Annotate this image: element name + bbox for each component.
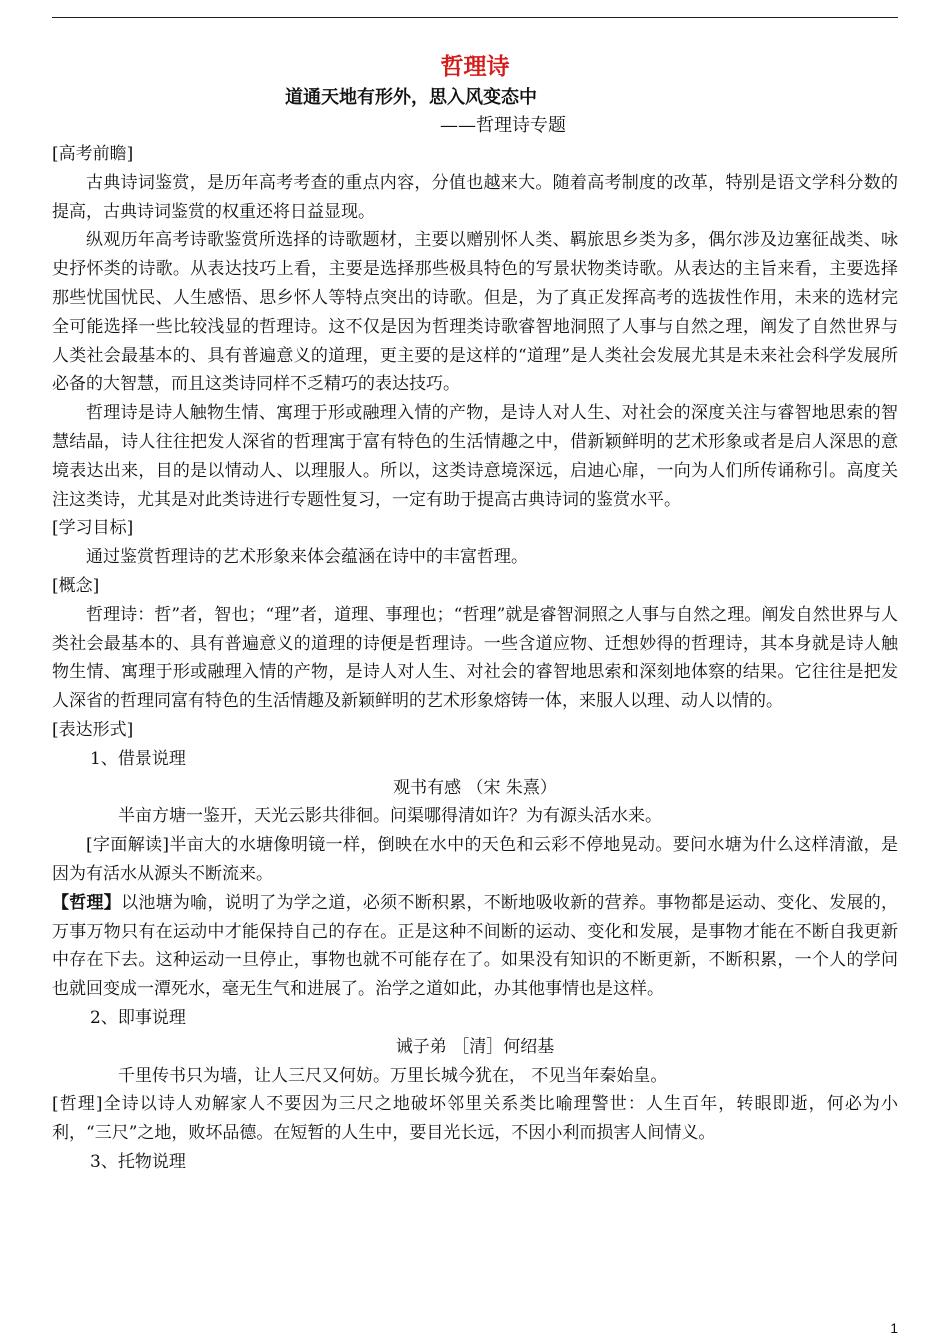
philosophy-label: 【哲理】 bbox=[52, 892, 122, 913]
poem-gloss: [字面解读]半亩大的水塘像明镜一样，倒映在水中的天色和云彩不停地晃动。要问水塘为什么这样清澈，是因为有活水从源头不断流来。 bbox=[52, 835, 898, 884]
paragraph: 纵观历年高考诗歌鉴赏所选择的诗歌题材，主要以赠别怀人类、羁旅思乡类为多，偶尔涉及边塞征战类、咏史抒怀类的诗歌。从表达技巧上看，主要是选择那些极具特色的写景状物类诗歌。从表达的主旨来看，主要选择那些忧国忧民、人生感悟、思乡怀人等特点突出的诗歌。但是，为了真正发挥高考的选拔性作用，未来的选材完全可能选择一些比较浅显的哲理诗。这不仅是因为哲理类诗歌睿智地洞照了人事与自然之理，阐发了自然世界与人类社会最基本的、具有普遍意义的道理，更主要的是这样的“道理”是人类社会发展尤其是未来社会科学发展所必备的大智慧，而且这类诗同样不乏精巧的表达技巧。 bbox=[52, 230, 898, 395]
section-heading-forms: [表达形式] bbox=[52, 719, 134, 740]
page-byline: ——哲理诗专题 bbox=[440, 115, 566, 136]
philosophy-text: 以池塘为喻，说明了为学之道，必须不断积累，不断地吸收新的营养。事物都是运动、变化、发展的，万事万物只有在运动中才能保持自己的存在。正是这种不间断的运动、变化和发展，是事物才能在不断自我更新中存在下去。这种运动一旦停止，事物也就不可能存在了。如果没有知识的不断更新，不断积累，一个人的学问也就回变成一潭死水，毫无生气和进展了。治学之道如此，办其他事情也是这样。 bbox=[52, 892, 899, 1000]
document-body bbox=[52, 50, 898, 1177]
page-number: 1 bbox=[890, 1320, 898, 1336]
paragraph: 古典诗词鉴赏，是历年高考考查的重点内容，分值也越来大。随着高考制度的改革，特别是语文学科分数的提高，古典诗词鉴赏的权重还将日益显现。 bbox=[52, 172, 898, 222]
paragraph: 哲理诗是诗人触物生情、寓理于形或融理入情的产物，是诗人对人生、对社会的深度关注与睿智地思索的智慧结晶，诗人往往把发人深省的哲理寓于富有特色的生活情趣之中，借新颖鲜明的艺术形象或者是启人深思的意境表达出来，目的是以情动人、以理服人。所以，这类诗意境深远，启迪心扉，一向为人们所传诵称引。高度关注这类诗，尤其是对此类诗进行专题性复习，一定有助于提高古典诗词的鉴赏水平。 bbox=[52, 403, 898, 510]
section-heading-gaokao: [高考前瞻] bbox=[52, 144, 134, 164]
form-item-1: 1、借景说理 bbox=[90, 748, 186, 769]
poem-philosophy: [哲理]全诗以诗人劝解家人不要因为三尺之地破坏邻里关系类比喻理警世：人生百年，转眼即逝，何必为小利，“三尺”之地，败坏品德。在短暂的人生中，要目光长远，不因小利而损害人间情义。 bbox=[52, 1094, 898, 1144]
page-subtitle: 道通天地有形外，思入风变态中 bbox=[285, 87, 537, 108]
poem-text: 千里传书只为墙，让人三尺又何妨。万里长城今犹在， 不见当年秦始皇。 bbox=[118, 1065, 668, 1086]
paragraph: 哲理诗：哲”者，智也；“理”者，道理、事理也；“哲理”就是睿智洞照之人事与自然之理。阐发自然世界与人类社会最基本的、具有普遍意义的道理的诗便是哲理诗。一些含道应物、迁想妙得的哲理诗，其本身就是诗人触物生情、寓理于形或融理入情的产物，是诗人对人生、对社会的睿智地思索和深刻地体察的结果。它往往是把发人深省的哲理同富有特色的生活情趣及新颖鲜明的艺术形象熔铸一体，来服人以理、动人以情的。 bbox=[52, 604, 898, 712]
page-title: 哲理诗 bbox=[440, 53, 510, 80]
poem-title: 诫子弟 ［清］何绍基 bbox=[395, 1036, 555, 1057]
paragraph: 通过鉴赏哲理诗的艺术形象来体会蕴涵在诗中的丰富哲理。 bbox=[86, 547, 528, 568]
section-heading-goal: [学习目标] bbox=[52, 518, 134, 539]
poem-title: 观书有感 （宋 朱熹） bbox=[393, 777, 557, 798]
section-heading-concept: [概念] bbox=[52, 575, 100, 596]
form-item-3: 3、托物说理 bbox=[90, 1151, 186, 1172]
poem-philosophy bbox=[52, 889, 898, 1004]
header-rule bbox=[52, 17, 898, 18]
form-item-2: 2、即事说理 bbox=[90, 1007, 186, 1028]
poem-text: 半亩方塘一鉴开，天光云影共徘徊。问渠哪得清如许？为有源头活水来。 bbox=[118, 806, 662, 827]
